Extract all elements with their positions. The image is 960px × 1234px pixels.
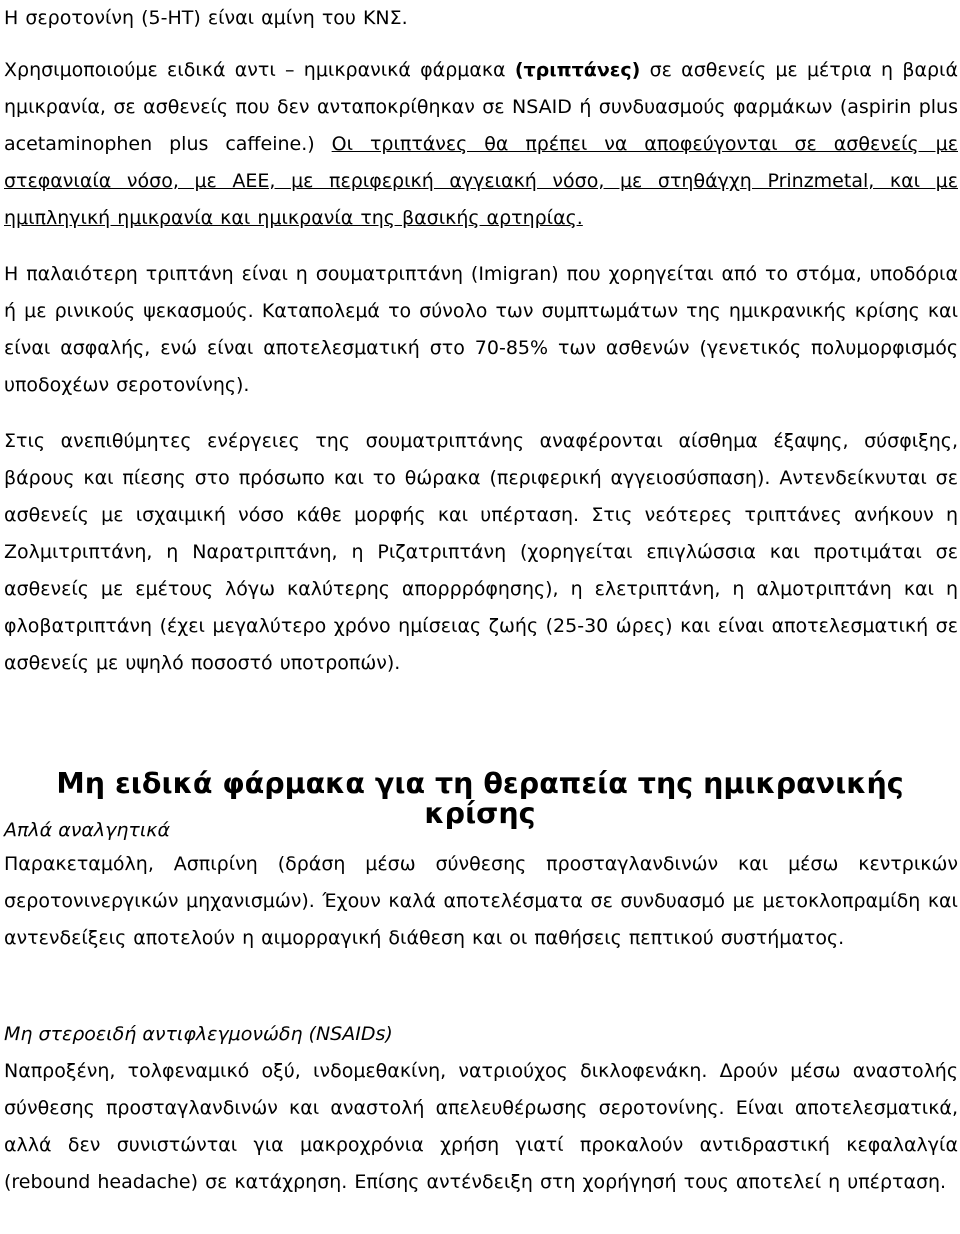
bold-term-triptans: (τριπτάνες) <box>514 59 641 81</box>
underlined-contraindications: Οι τριπτάνες θα πρέπει να αποφεύγονται σε ασθενείς με στεφανιαία νόσο, με ΑΕΕ, με περιφερική αγγειακή νόσο, με στηθάγχη Prinzmetal, και με ημιπληγική ημικρανία και ημικρανία της βασικής αρτηρίας. <box>4 133 959 229</box>
paragraph-triptans-usage <box>4 52 958 237</box>
paragraph-text: Ναπροξένη, τολφεναμικό οξύ, ινδομεθακίνη, νατριούχος δικλοφενάκη. Δρούν μέσω αναστολής σύνθεσης προσταγλανδινών και αναστολή απελευθέρωσης σεροτονίνης. Είναι αποτελεσματικά, αλλά δεν συνιστώνται για μακροχρόνια χρήση γιατί προκαλούν αντιδραστική κεφαλαλγία (rebound headache) σε κατάχρηση. Επίσης αντένδειξη στη χορήγησή τους αποτελεί η υπέρταση. <box>4 1060 958 1193</box>
paragraph-text: Παρακεταμόλη, Ασπιρίνη (δράση μέσω σύνθεσης προσταγλανδινών και μέσω κεντρικών σεροτονινεργικών μηχανισμών). Έχουν καλά αποτελέσματα σε συνδυασμό με μετοκλοπραμίδη και αντενδείξεις αποτελούν η αιμορραγική διάθεση και οι παθήσεις πεπτικού συστήματος. <box>4 853 958 949</box>
subheading-simple-analgesics: Απλά αναλγητικά <box>4 819 171 841</box>
paragraph-text: Η παλαιότερη τριπτάνη είναι η σουματριπτάνη (Imigran) που χορηγείται από το στόμα, υποδόρια ή με ρινικούς ψεκασμούς. Καταπολεμά το σύνολο των συμπτωμάτων της ημικρανικής κρίσης και είναι ασφαλής, ενώ είναι αποτελεσματική στο 70-85% των ασθενών (γενετικός πολυμορφισμός υποδοχέων σεροτονίνης). <box>4 263 958 396</box>
paragraph-text-start: Χρησιμοποιούμε ειδικά αντι – ημικρανικά φάρμακα <box>4 59 515 81</box>
paragraph-side-effects <box>4 423 958 682</box>
paragraph-simple-analgesics <box>4 846 958 957</box>
paragraph-text: Η σεροτονίνη (5-HT) είναι αμίνη του ΚΝΣ. <box>4 7 408 29</box>
paragraph-text: Στις ανεπιθύμητες ενέργειες της σουματριπτάνης αναφέρονται αίσθημα έξαψης, σύσφιξης, βάρους και πίεσης στο πρόσωπο και το θώρακα (περιφερική αγγειοσύσπαση). Αντενδείκνυται σε ασθενείς με ισχαιμική νόσο κάθε μορφής και υπέρταση. Στις νεότερες τριπτάνες ανήκουν η Ζολμιτριπτάνη, η Ναρατριπτάνη, η Ριζατριπτάνη (χορηγείται επιγλώσσια και προτιμάται σε ασθενείς με εμέτους λόγω καλύτερης απορρρόφησης), η ελετριπτάνη, η αλμοτριπτάνη και η φλοβατριπτάνη (έχει μεγαλύτερο χρόνο ημίσειας ζωής (25-30 ώρες) και είναι αποτελεσματική σε ασθενείς με υψηλό ποσοστό υποτροπών). <box>4 430 958 674</box>
paragraph-sumatriptan <box>4 256 958 404</box>
subheading-nsaids: Μη στεροειδή αντιφλεγμονώδη (NSAIDs) <box>4 1023 393 1045</box>
paragraph-serotonin-intro <box>4 0 958 37</box>
paragraph-text-middle: σε ασθενείς με μέτρια η βαριά ημικρανία, σε ασθενείς που δεν ανταποκρίθηκαν σε NSAID ή συνδυασμούς φαρμάκων (aspirin plus acetaminophen plus caffeine.) <box>4 59 958 155</box>
section-heading: Μη ειδικά φάρμακα για τη θεραπεία της ημικρανικής κρίσης <box>56 767 904 830</box>
paragraph-nsaids <box>4 1053 958 1201</box>
